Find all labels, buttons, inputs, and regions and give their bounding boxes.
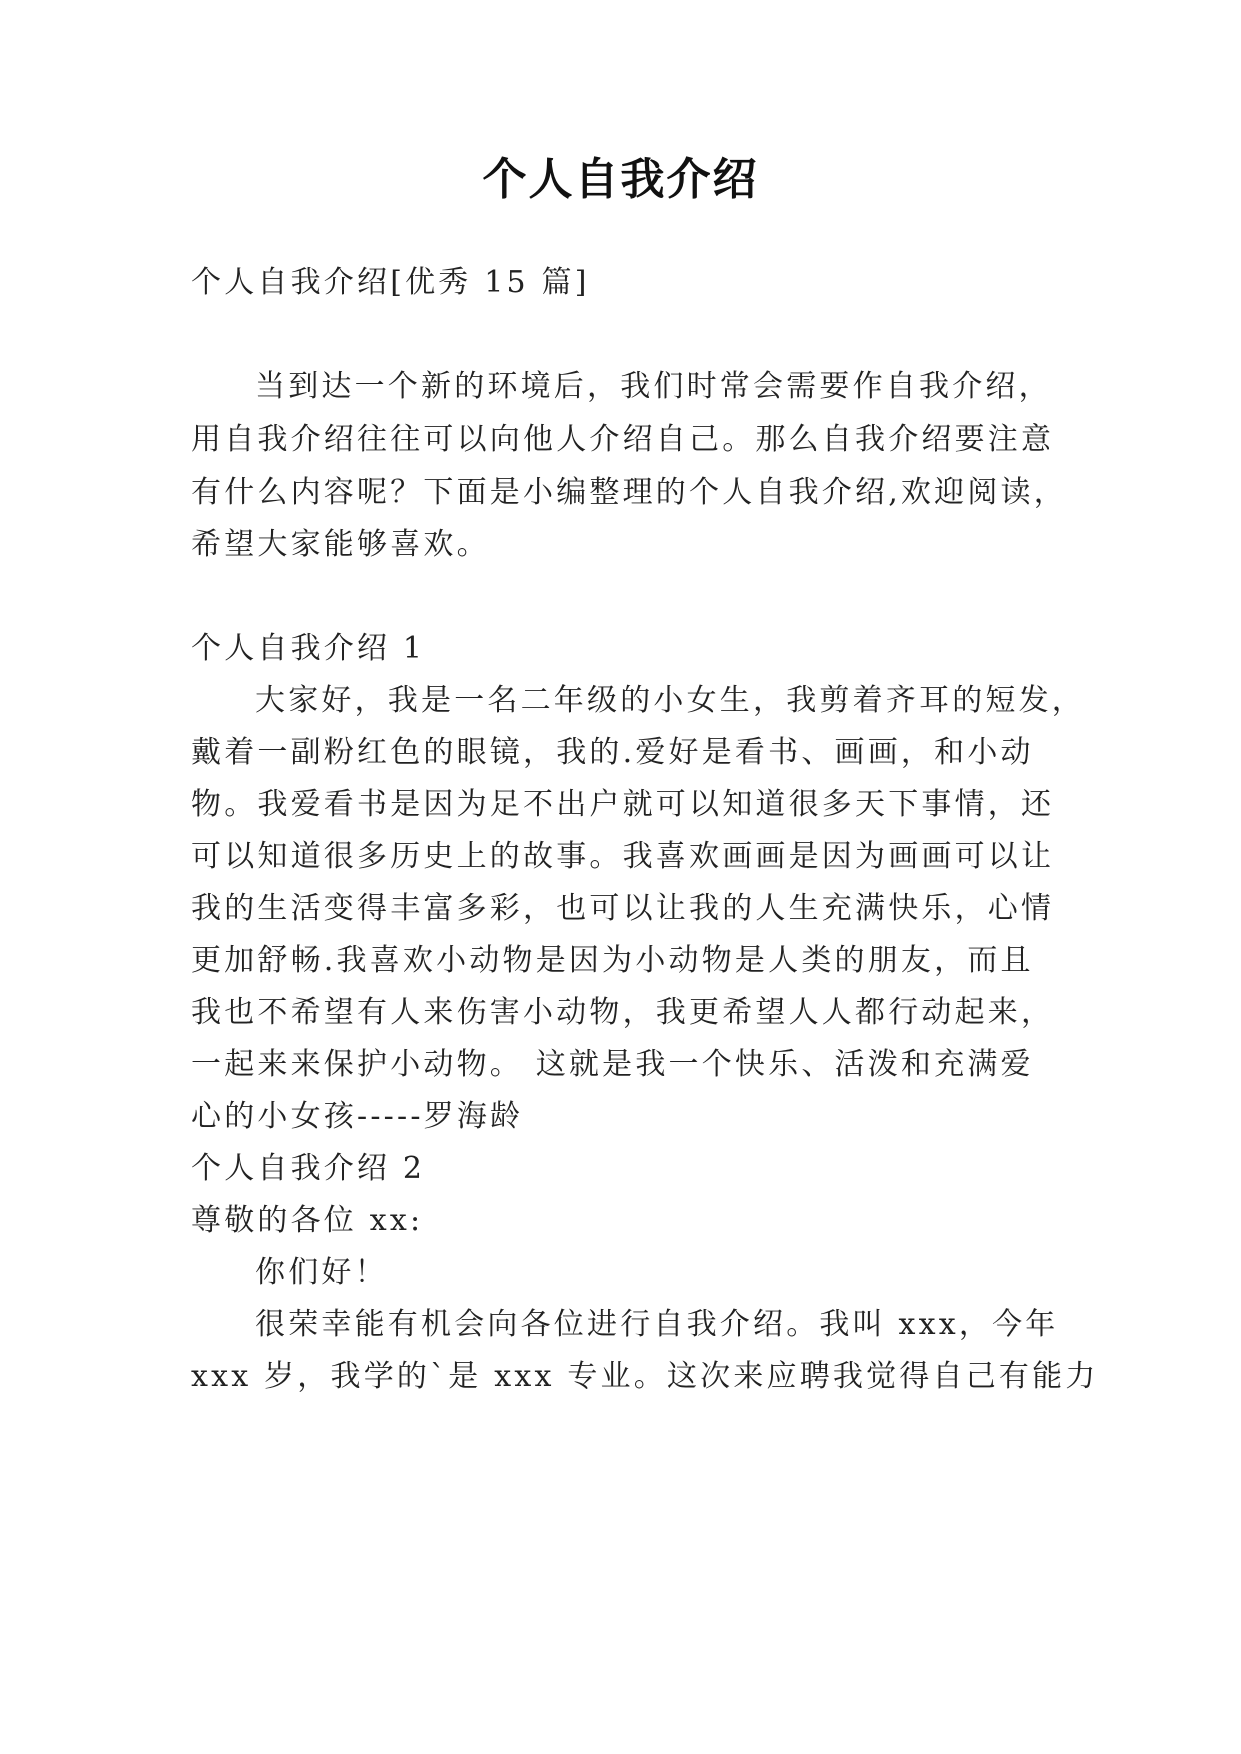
section1-line: 一起来来保护小动物。 这就是我一个快乐、活泼和充满爱 xyxy=(191,1047,1034,1082)
salutation: 尊敬的各位 xx: xyxy=(191,1203,424,1238)
intro-line: 有什么内容呢？下面是小编整理的个人自我介绍,欢迎阅读， xyxy=(191,475,1067,510)
document-subtitle: 个人自我介绍[优秀 15 篇] xyxy=(191,265,590,300)
section1-line: 戴着一副粉红色的眼镜，我的.爱好是看书、画画，和小动 xyxy=(191,735,1034,770)
section1-line: 可以知道很多历史上的故事。我喜欢画画是因为画画可以让 xyxy=(191,839,1055,874)
section1-line: 大家好，我是一名二年级的小女生，我剪着齐耳的短发， xyxy=(255,683,1085,718)
section-heading-1: 个人自我介绍 1 xyxy=(191,631,426,666)
section-heading-2: 个人自我介绍 2 xyxy=(191,1151,426,1186)
document-title: 个人自我介绍 xyxy=(482,154,759,205)
section2-line: xxx 岁，我学的`是 xxx 专业。这次来应聘我觉得自己有能力 xyxy=(191,1359,1099,1394)
section1-line: 更加舒畅.我喜欢小动物是因为小动物是人类的朋友，而且 xyxy=(191,943,1034,978)
section1-line: 物。我爱看书是因为足不出户就可以知道很多天下事情，还 xyxy=(191,787,1055,822)
greeting: 你们好！ xyxy=(255,1255,388,1290)
section1-line: 心的小女孩-----罗海龄 xyxy=(191,1099,524,1134)
section1-line: 我也不希望有人来伤害小动物，我更希望人人都行动起来， xyxy=(191,995,1055,1030)
section1-line: 我的生活变得丰富多彩，也可以让我的人生充满快乐，心情 xyxy=(191,891,1055,926)
intro-line: 用自我介绍往往可以向他人介绍自己。那么自我介绍要注意 xyxy=(191,422,1055,457)
section2-line: 很荣幸能有机会向各位进行自我介绍。我叫 xxx，今年 xyxy=(255,1307,1059,1342)
intro-line: 当到达一个新的环境后，我们时常会需要作自我介绍， xyxy=(255,369,1052,404)
intro-line: 希望大家能够喜欢。 xyxy=(191,527,490,562)
